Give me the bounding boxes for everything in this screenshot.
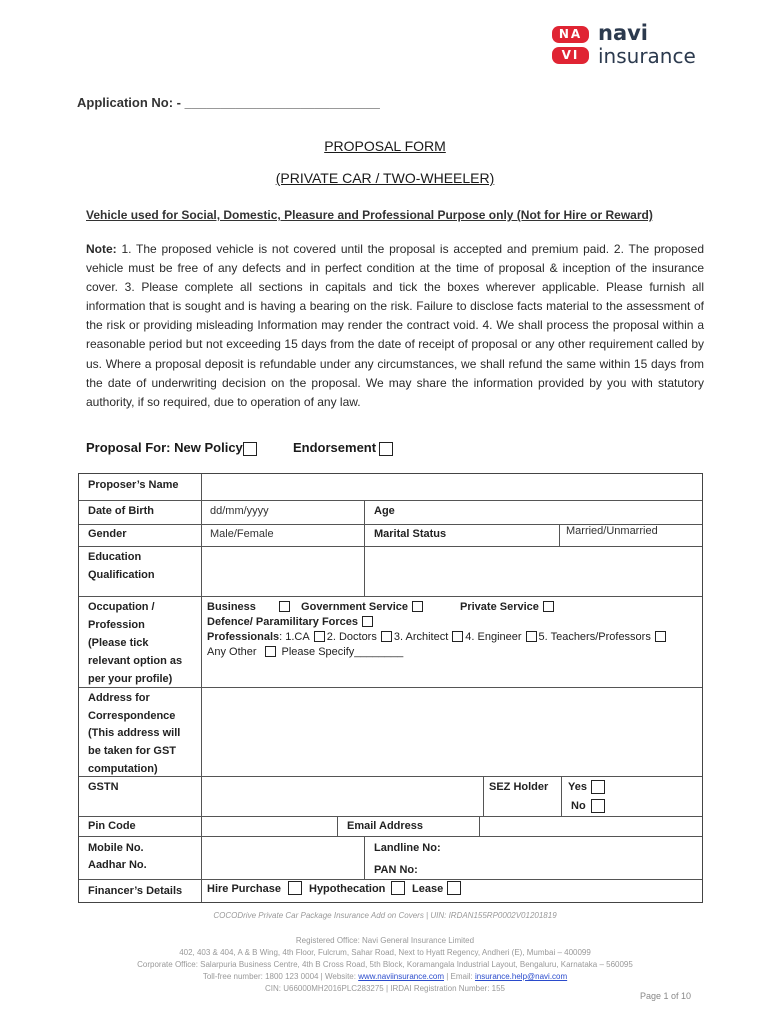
- footer-cin: CIN: U66000MH2016PLC283275 | IRDAI Registration Number: 155: [265, 984, 505, 993]
- business-checkbox[interactable]: [279, 601, 290, 612]
- gender-label: Gender: [88, 528, 127, 540]
- teachers-label: 5. Teachers/Professors: [538, 631, 651, 643]
- education-label-line1: Education: [88, 551, 142, 563]
- any-other-checkbox[interactable]: [265, 646, 276, 657]
- teachers-checkbox[interactable]: [655, 631, 666, 642]
- engineer-label: 4. Engineer: [465, 631, 522, 643]
- please-specify-field[interactable]: Please Specify________: [281, 646, 404, 658]
- sez-yes-label: Yes: [568, 781, 587, 793]
- private-service-option: [460, 600, 556, 615]
- address-label-line3: (This address will: [88, 727, 181, 739]
- footer-registered-address: 402, 403 & 404, A & B Wing, 4th Floor, Fulcrum, Sahar Road, Next to Hyatt Regency, Andheri (E), Mumbai – 400099: [179, 948, 591, 957]
- occupation-row-1: [207, 600, 425, 615]
- occupation-label-line2: Profession: [88, 619, 145, 631]
- doctors-label: 2. Doctors: [326, 631, 377, 643]
- dob-field[interactable]: dd/mm/yyyy: [210, 505, 269, 517]
- note-paragraph: [86, 240, 704, 412]
- occupation-label-line3: (Please tick: [88, 637, 149, 649]
- sez-yes-checkbox[interactable]: [591, 780, 605, 794]
- vehicle-use-statement: Vehicle used for Social, Domestic, Pleasure and Professional Purpose only (Not for Hire or Reward): [86, 208, 653, 222]
- business-label: Business: [207, 601, 256, 613]
- form-subtitle: (PRIVATE CAR / TWO-WHEELER): [275, 170, 495, 186]
- new-policy-checkbox[interactable]: [243, 442, 257, 456]
- hypothecation-label: Hypothecation: [309, 883, 386, 895]
- proposer-name-label: Proposer’s Name: [88, 479, 179, 491]
- new-policy-label: New Policy: [174, 440, 243, 455]
- aadhar-label: Aadhar No.: [88, 859, 147, 871]
- lease-label: Lease: [412, 883, 444, 895]
- mobile-label: Mobile No.: [88, 842, 144, 854]
- sez-no-checkbox[interactable]: [591, 799, 605, 813]
- private-service-label: Private Service: [460, 601, 539, 613]
- age-label: Age: [374, 505, 395, 517]
- gender-field[interactable]: Male/Female: [210, 528, 274, 540]
- application-number: Application No: - ___________________________: [77, 95, 380, 110]
- page-number: Page 1 of 10: [640, 991, 692, 1001]
- occupation-label-line1: Occupation /: [88, 601, 155, 613]
- footer-corporate-office: Corporate Office: Salarpuria Business Centre, 4th B Cross Road, 5th Block, Koramangala Industrial Layout, Bengaluru, Karnataka – 560095: [137, 960, 633, 969]
- address-label-line2: Correspondence: [88, 710, 176, 722]
- address-label-line5: computation): [88, 763, 158, 775]
- endorsement-label: Endorsement: [293, 440, 377, 455]
- pan-label: PAN No:: [374, 864, 418, 876]
- private-service-checkbox[interactable]: [543, 601, 554, 612]
- financer-details-label: Financer’s Details: [88, 885, 183, 897]
- logo-word-navi: navi: [598, 21, 649, 45]
- footer-contact-line: Toll-free number: 1800 123 0004 | Website: www.naviinsurance.com | Email: insurance.help@navi.com: [202, 972, 568, 981]
- endorsement-checkbox[interactable]: [379, 442, 393, 456]
- proposer-name-field[interactable]: [202, 474, 702, 498]
- lease-checkbox[interactable]: [447, 881, 461, 895]
- footer-uin: COCODrive Private Car Package Insurance Add on Covers | UIN: IRDAN155RP0002V01201819: [213, 911, 557, 920]
- dob-label: Date of Birth: [88, 505, 154, 517]
- sez-holder-label: SEZ Holder: [489, 781, 549, 793]
- occupation-row-3: [207, 630, 668, 645]
- form-title: PROPOSAL FORM: [324, 138, 446, 154]
- architect-label: 3. Architect: [393, 631, 449, 643]
- address-label-line4: be taken for GST: [88, 745, 177, 757]
- navi-insurance-logo: [552, 22, 702, 70]
- gstn-label: GSTN: [88, 781, 119, 793]
- doctors-checkbox[interactable]: [381, 631, 392, 642]
- footer-registered-office: Registered Office: Navi General Insurance Limited: [295, 936, 475, 945]
- landline-label: Landline No:: [374, 842, 441, 854]
- sez-no-label: No: [571, 800, 586, 812]
- note-text: 1. The proposed vehicle is not covered until the proposal is accepted and premium paid. 2. The proposed vehicle must be free of any defects and in perfect condition at the time of proposal & inception of the insurance cover. 3. Please complete all sections in capitals and tick the boxes wherever applicable. Please furnish all information that is sought and is having a bearing on the risk. Failure to disclose facts material to the assessment of the risk or providing misleading Information may render the contract void. 4. We shall process the proposal within a reasonable period but not exceeding 15 days from the date of receipt of proposal or any other requirement called by us. Where a proposal deposit is refundable under any circumstances, we shall refund the same within 15 days from the date of underwriting decision on the proposal. We may share the information provided by you with statutory authority, if so required, due to operation of any law.: [86, 242, 704, 409]
- occupation-row-4: [207, 645, 403, 660]
- government-service-checkbox[interactable]: [412, 601, 423, 612]
- hire-purchase-checkbox[interactable]: [288, 881, 302, 895]
- architect-checkbox[interactable]: [452, 631, 463, 642]
- logo-chip-top: NA: [552, 26, 589, 43]
- defence-label: Defence/ Paramilitary Forces: [207, 616, 359, 628]
- ca-label: : 1.CA: [279, 631, 310, 643]
- pin-code-label: Pin Code: [88, 820, 136, 832]
- logo-word-insurance: insurance: [598, 44, 696, 68]
- professionals-label: Professionals: [207, 631, 280, 643]
- email-address-label: Email Address: [347, 820, 424, 832]
- note-label: Note:: [86, 242, 117, 256]
- marital-status-label: Marital Status: [374, 528, 447, 540]
- engineer-checkbox[interactable]: [526, 631, 537, 642]
- defence-checkbox[interactable]: [362, 616, 373, 627]
- hypothecation-checkbox[interactable]: [391, 881, 405, 895]
- education-label-line2: Qualification: [88, 569, 155, 581]
- marital-status-field[interactable]: Married/Unmarried: [566, 525, 658, 537]
- government-service-label: Government Service: [301, 601, 409, 613]
- ca-checkbox[interactable]: [314, 631, 325, 642]
- occupation-label-line4: relevant option as: [88, 655, 183, 667]
- hire-purchase-label: Hire Purchase: [207, 883, 281, 895]
- address-label-line1: Address for: [88, 692, 150, 704]
- occupation-row-2: [207, 615, 375, 630]
- logo-chip-bottom: VI: [552, 47, 589, 64]
- occupation-label-line5: per your profile): [88, 673, 173, 685]
- proposal-for-label: Proposal For: New Policy: [86, 440, 243, 455]
- website-link[interactable]: www.naviinsurance.com: [358, 972, 444, 981]
- any-other-label: Any Other: [207, 646, 257, 658]
- email-link[interactable]: insurance.help@navi.com: [474, 972, 568, 981]
